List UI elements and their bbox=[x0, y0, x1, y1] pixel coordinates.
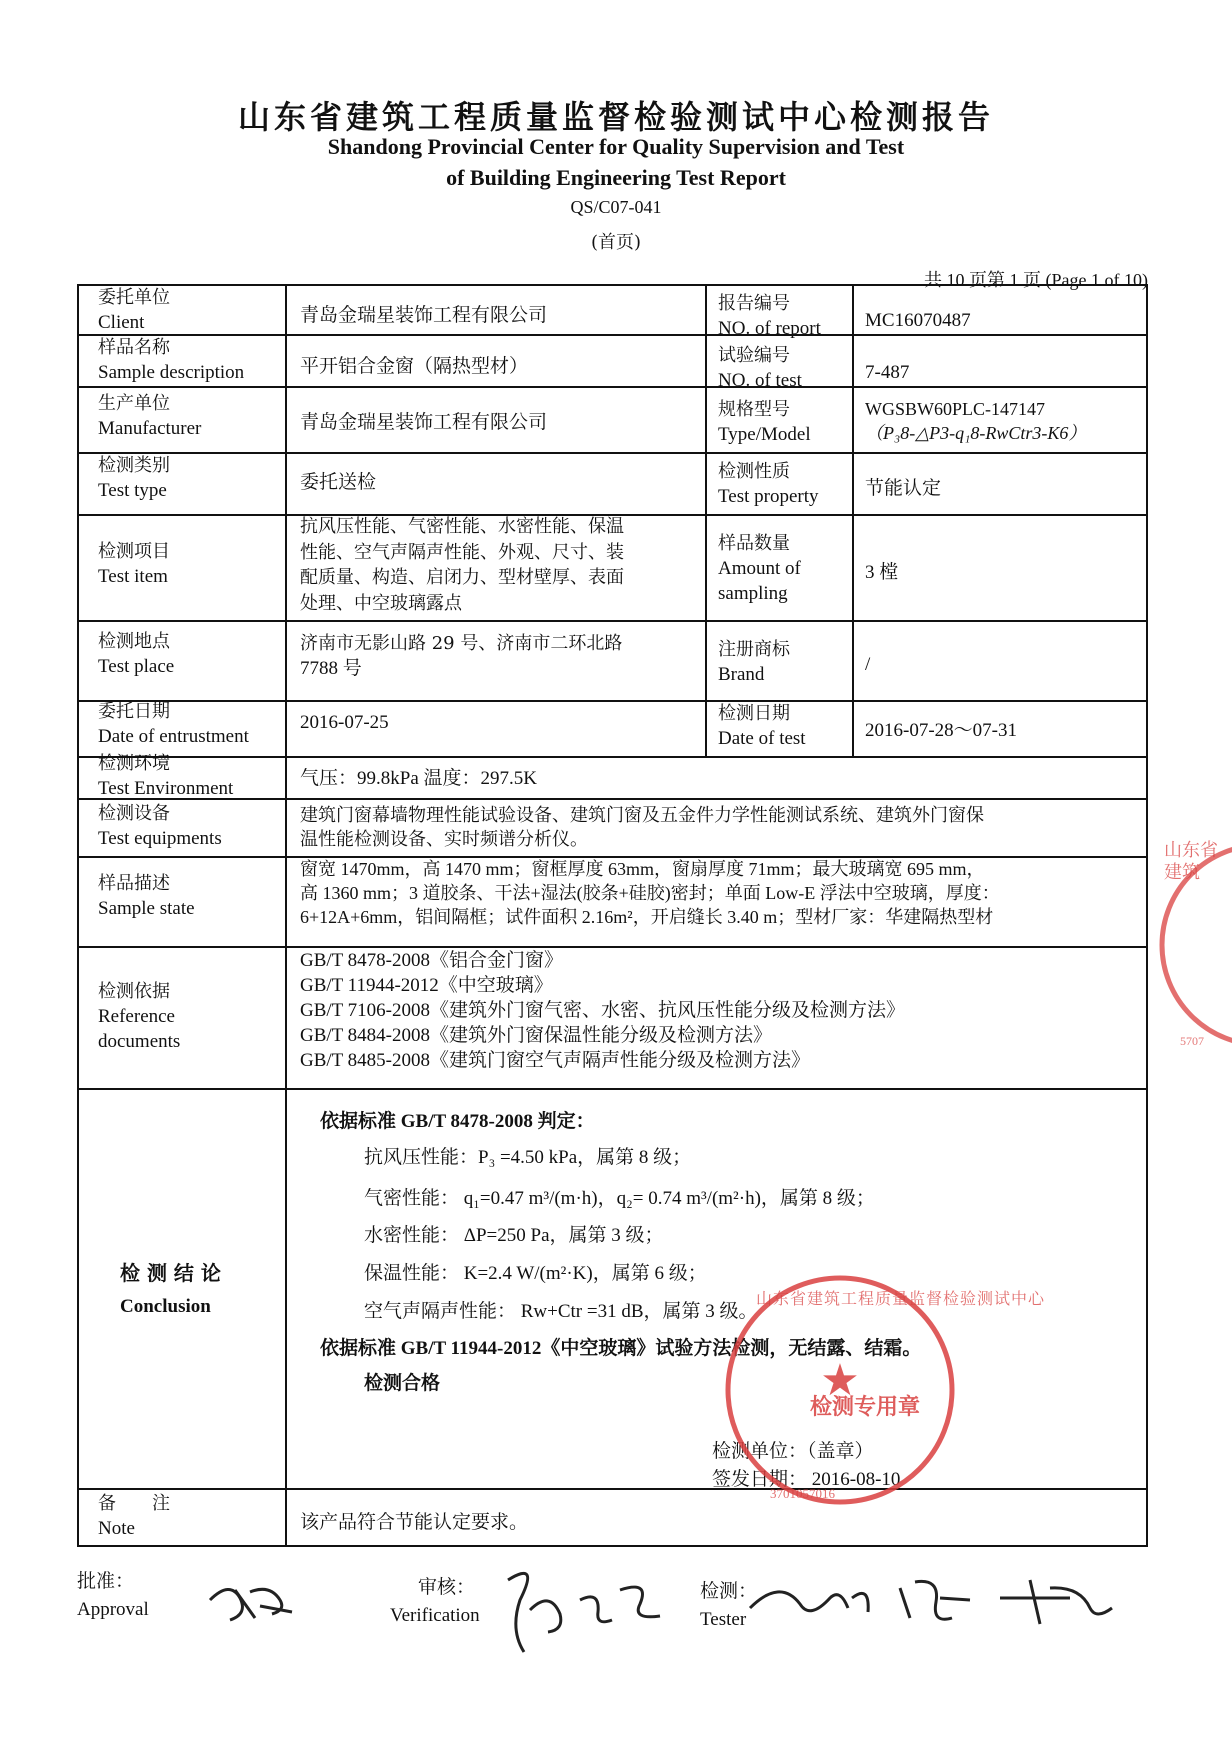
manufacturer-value: 青岛金瑞星装饰工程有限公司 bbox=[300, 412, 548, 433]
type-model-label: 规格型号 Type/Model bbox=[718, 399, 811, 445]
manufacturer-label: 生产单位 Manufacturer bbox=[98, 393, 202, 439]
conclusion-thermal: 保温性能： K=2.4 W/(m²·K)，属第 6 级； bbox=[364, 1263, 707, 1284]
amount-label: 样品数量 Amount of sampling bbox=[718, 533, 801, 604]
approval-label: 批准： Approval bbox=[77, 1571, 149, 1620]
amount-value: 3 樘 bbox=[865, 562, 899, 583]
side-seal-number: 5707 bbox=[1180, 1034, 1204, 1048]
sample-value: 平开铝合金窗（隔热型材） bbox=[300, 356, 529, 377]
test-item-label: 检测项目 Test item bbox=[98, 541, 170, 587]
tester-signatures bbox=[740, 1568, 1120, 1638]
conclusion-air: 气密性能： q₁=0.47 m³/(m·h)，q₂= 0.74 m³/(m²·h)，属第 8 级； bbox=[364, 1188, 875, 1209]
test-date-value: 2016-07-28～07-31 bbox=[865, 720, 1017, 741]
conclusion-wind: 抗风压性能：P₃ =4.50 kPa，属第 8 级； bbox=[364, 1147, 692, 1168]
brand-value: / bbox=[865, 654, 871, 675]
conclusion-line-1: 依据标准 GB/T 8478-2008 判定： bbox=[320, 1111, 595, 1132]
client-label: 委托单位 Client bbox=[98, 287, 170, 333]
test-unit-label: 检测单位：（盖章） bbox=[712, 1441, 874, 1462]
first-page-mark: (首页) bbox=[590, 232, 642, 253]
verification-signature bbox=[500, 1560, 680, 1660]
test-property-value: 节能认定 bbox=[865, 478, 942, 499]
row-divider bbox=[77, 620, 1148, 622]
report-no-value: MC16070487 bbox=[865, 310, 971, 331]
page-info: 共 10 页第 1 页 (Page 1 of 10) bbox=[924, 270, 1148, 290]
issue-date: 签发日期： 2016-08-10 bbox=[712, 1469, 901, 1490]
brand-label: 注册商标 Brand bbox=[718, 639, 790, 685]
equipment-label: 检测设备 Test equipments bbox=[98, 803, 222, 849]
column-divider bbox=[285, 284, 287, 1547]
report-title-cn: 山东省建筑工程质量监督检验测试中心检测报告 bbox=[237, 98, 994, 136]
row-divider bbox=[77, 1488, 1148, 1490]
sample-state-label: 样品描述 Sample state bbox=[98, 873, 195, 919]
entrust-date-label: 委托日期 Date of entrustment bbox=[98, 701, 249, 747]
seal-ring-text: 山东省建筑工程质量监督检验测试中心 bbox=[756, 1291, 1046, 1308]
note-value: 该产品符合节能认定要求。 bbox=[300, 1512, 529, 1533]
seal-number: 3701057016 bbox=[770, 1486, 835, 1501]
test-property-label: 检测性质 Test property bbox=[718, 461, 819, 507]
test-type-label: 检测类别 Test type bbox=[98, 455, 170, 501]
entrust-date-value: 2016-07-25 bbox=[300, 712, 389, 733]
seal-sub-text: 检测专用章 bbox=[810, 1394, 921, 1419]
verification-label: 审核： Verification bbox=[390, 1577, 480, 1626]
test-type-value: 委托送检 bbox=[300, 472, 377, 493]
side-seal-text: 山东省建筑 bbox=[1164, 840, 1218, 882]
environment-value: 气压：99.8kPa 温度：297.5K bbox=[300, 768, 537, 789]
test-no-value: 7-487 bbox=[865, 362, 910, 383]
form-code: QS/C07-041 bbox=[570, 197, 662, 217]
conclusion-acoustic: 空气声隔声性能： Rw+Ctr =31 dB，属第 3 级。 bbox=[364, 1301, 758, 1322]
conclusion-water: 水密性能： ΔP=250 Pa，属第 3 级； bbox=[364, 1225, 664, 1246]
report-title-en-line1: Shandong Provincial Center for Quality Supervision and Test bbox=[327, 134, 905, 159]
report-title-en-line2: of Building Engineering Test Report bbox=[446, 165, 786, 190]
conclusion-glass: 依据标准 GB/T 11944-2012《中空玻璃》试验方法检测，无结露、结霜。 bbox=[320, 1338, 922, 1359]
conclusion-label: 检 测 结 论 Conclusion bbox=[120, 1261, 221, 1318]
test-no-label: 试验编号 NO. of test bbox=[718, 345, 802, 391]
client-value: 青岛金瑞星装饰工程有限公司 bbox=[300, 305, 548, 326]
sample-label: 样品名称 Sample description bbox=[98, 337, 245, 383]
test-place-label: 检测地点 Test place bbox=[98, 631, 175, 677]
reference-label: 检测依据 Reference documents bbox=[98, 981, 181, 1052]
sample-state-value: 窗宽 1470mm，高 1470 mm；窗框厚度 63mm，窗扇厚度 71mm；最大玻璃宽 695 mm， 高 1360 mm；3 道胶条、干法+湿法(胶条+硅胶)密封；单面 Low-E 浮法中空玻璃，厚度： 6+12A+6mm，铝间隔框；试件面积 2.16m²，开启缝长 3.40 m；型材厂家：华建隔热型材 bbox=[300, 859, 1000, 927]
test-date-label: 检测日期 Date of test bbox=[718, 703, 806, 749]
test-item-value: 抗风压性能、气密性能、水密性能、保温 性能、空气声隔声性能、外观、尺寸、装 配质量、构造、启闭力、型材壁厚、表面 处理、中空玻璃露点 bbox=[300, 516, 624, 614]
report-no-label: 报告编号 NO. of report bbox=[718, 293, 821, 339]
type-model-value: WGSBW60PLC-147147 （P₃8-△P3-q₁8-RwCtr3-K6） bbox=[865, 399, 1087, 443]
row-divider bbox=[77, 1088, 1148, 1090]
row-divider bbox=[77, 386, 1148, 388]
note-label: 备 注 Note bbox=[98, 1493, 170, 1539]
svg-text:★: ★ bbox=[820, 1355, 860, 1406]
test-place-value: 济南市无影山路 29 号、济南市二环北路 7788 号 bbox=[300, 633, 623, 679]
reference-value: GB/T 8478-2008《铝合金门窗》 GB/T 11944-2012《中空玻璃》 GB/T 7106-2008《建筑外门窗气密、水密、抗风压性能分级及检测方法》 GB/T 8484-2008《建筑外门窗保温性能分级及检测方法》 GB/T 8485-2008《建筑门窗空气声隔声性能分级及检测方法》 bbox=[300, 950, 906, 1072]
tester-label: 检测： Tester bbox=[700, 1581, 758, 1630]
equipment-value: 建筑门窗幕墙物理性能试验设备、建筑门窗及五金件力学性能测试系统、建筑外门窗保 温性能检测设备、实时频谱分析仪。 bbox=[300, 805, 984, 850]
environment-label: 检测环境 Test Environment bbox=[98, 753, 234, 799]
conclusion-pass: 检测合格 bbox=[364, 1373, 441, 1394]
approval-signature bbox=[200, 1570, 300, 1630]
column-divider bbox=[705, 284, 707, 756]
